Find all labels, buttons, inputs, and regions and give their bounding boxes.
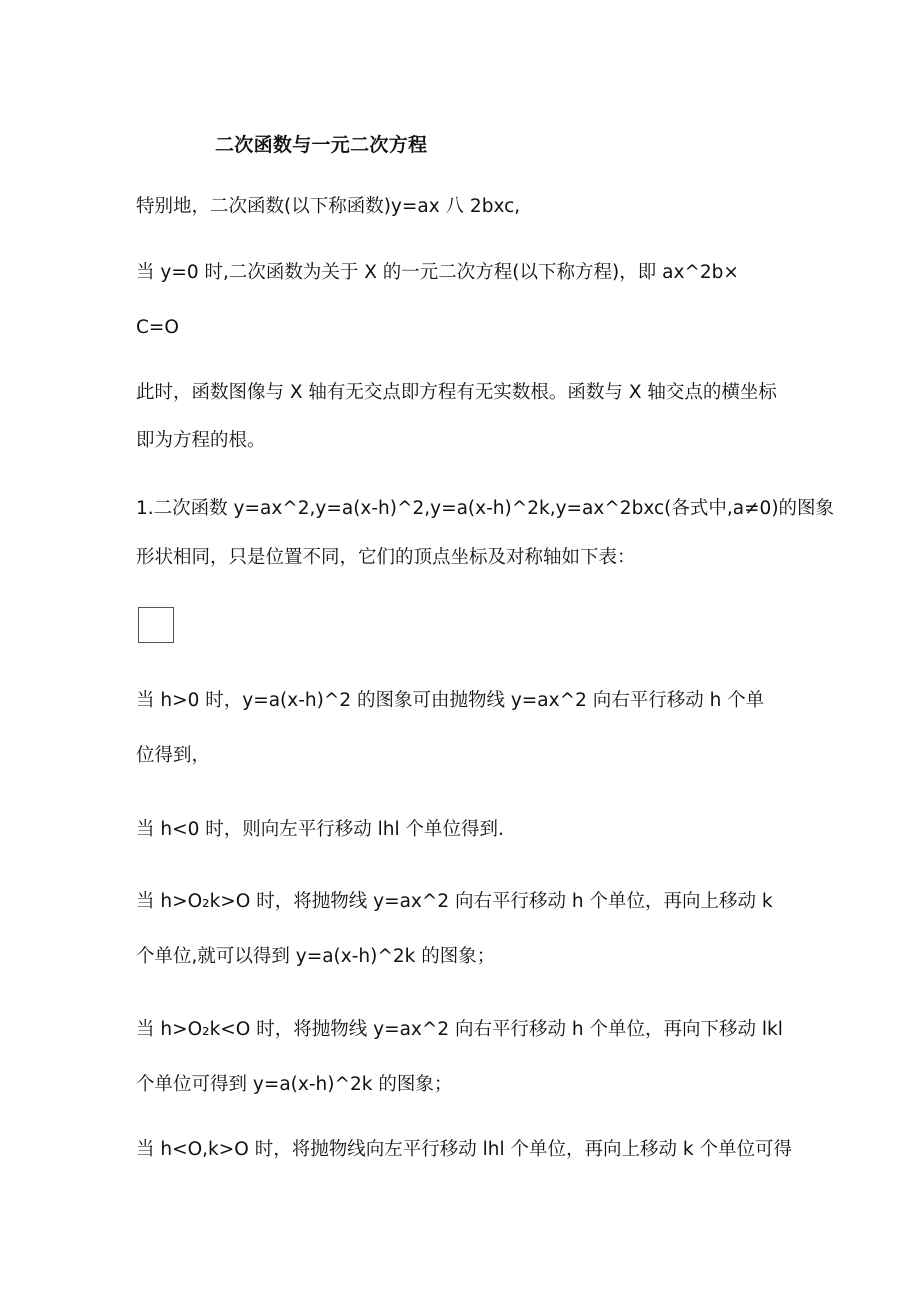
paragraph-line: 当 h<O,k>O 时，将抛物线向左平行移动 lhl 个单位，再向上移动 k 个单位可得 bbox=[136, 1139, 792, 1160]
paragraph-line: 个单位可得到 y=a(x-h)^2k 的图象； bbox=[136, 1074, 453, 1095]
paragraph-line: 特别地，二次函数(以下称函数)y=ax 八 2bxc, bbox=[136, 196, 521, 217]
paragraph-line: 当 h<0 时，则向左平行移动 lhl 个单位得到. bbox=[136, 819, 504, 840]
paragraph-line: C=O bbox=[136, 317, 179, 338]
paragraph-line: 当 h>0 时，y=a(x-h)^2 的图象可由抛物线 y=ax^2 向右平行移动 h 个单 bbox=[136, 690, 765, 711]
missing-table-image bbox=[138, 607, 174, 643]
paragraph-line: 当 y=0 时,二次函数为关于 X 的一元二次方程(以下称方程)，即 ax^2b× bbox=[136, 262, 739, 283]
paragraph-line: 个单位,就可以得到 y=a(x-h)^2k 的图象； bbox=[136, 946, 496, 967]
paragraph-line: 此时，函数图像与 X 轴有无交点即方程有无实数根。函数与 X 轴交点的横坐标 bbox=[136, 382, 777, 403]
document-title: 二次函数与一元二次方程 bbox=[215, 134, 428, 156]
paragraph-line: 当 h>O₂k<O 时，将抛物线 y=ax^2 向右平行移动 h 个单位，再向下移动 lkl bbox=[136, 1019, 783, 1040]
paragraph-line: 1.二次函数 y=ax^2,y=a(x-h)^2,y=a(x-h)^2k,y=ax^2bxc(各式中,a≠0)的图象 bbox=[136, 498, 835, 519]
paragraph-line: 当 h>O₂k>O 时，将抛物线 y=ax^2 向右平行移动 h 个单位，再向上移动 k bbox=[136, 891, 773, 912]
paragraph-line: 位得到， bbox=[136, 745, 211, 766]
paragraph-line: 形状相同，只是位置不同，它们的顶点坐标及对称轴如下表： bbox=[136, 547, 636, 568]
paragraph-line: 即为方程的根。 bbox=[136, 430, 266, 451]
